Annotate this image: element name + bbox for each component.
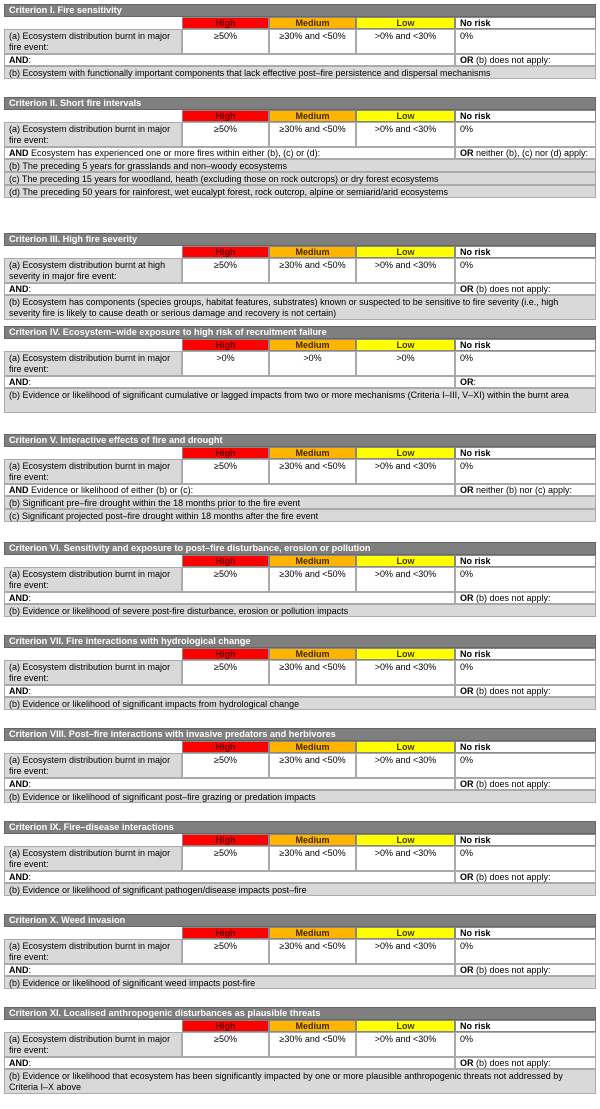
or-condition xyxy=(455,147,596,159)
or-text: (b) does not apply: xyxy=(473,965,551,975)
threshold-norisk: 0% xyxy=(455,29,596,54)
header-medium: Medium xyxy=(269,17,356,29)
header-low: Low xyxy=(356,339,455,351)
and-condition xyxy=(4,592,455,604)
or-keyword: OR xyxy=(460,686,474,696)
header-high: High xyxy=(182,246,269,258)
threshold-low: >0% xyxy=(356,351,455,376)
header-low: Low xyxy=(356,1020,455,1032)
header-high: High xyxy=(182,447,269,459)
threshold-high: ≥50% xyxy=(182,939,269,964)
or-text: (b) does not apply: xyxy=(473,593,551,603)
and-condition xyxy=(4,283,455,295)
header-norisk: No risk xyxy=(455,339,596,351)
criterion-a-label: (a) Ecosystem distribution burnt in major fire event: xyxy=(4,459,182,484)
header-norisk: No risk xyxy=(455,741,596,753)
or-text: (b) does not apply: xyxy=(473,55,551,65)
threshold-medium: ≥30% and <50% xyxy=(269,122,356,147)
threshold-low: >0% and <30% xyxy=(356,567,455,592)
header-low: Low xyxy=(356,834,455,846)
header-norisk: No risk xyxy=(455,555,596,567)
threshold-medium: ≥30% and <50% xyxy=(269,567,356,592)
threshold-high: ≥50% xyxy=(182,846,269,871)
header-norisk: No risk xyxy=(455,246,596,258)
criterion-a-label: (a) Ecosystem distribution burnt in major fire event: xyxy=(4,939,182,964)
threshold-high: ≥50% xyxy=(182,459,269,484)
and-condition xyxy=(4,778,455,790)
header-spacer xyxy=(4,741,182,753)
criterion-a-label: (a) Ecosystem distribution burnt in major fire event: xyxy=(4,1032,182,1057)
or-keyword: OR xyxy=(460,148,474,158)
and-condition xyxy=(4,1057,455,1069)
header-spacer xyxy=(4,339,182,351)
threshold-high: ≥50% xyxy=(182,122,269,147)
criterion-title: Criterion IX. Fire–disease interactions xyxy=(4,821,596,834)
or-condition xyxy=(455,484,596,496)
header-medium: Medium xyxy=(269,741,356,753)
or-keyword: OR xyxy=(460,872,474,882)
criterion-condition-row: (c) The preceding 15 years for woodland, heath (excluding those on rock outcrops) or dry forest ecosystems xyxy=(4,172,596,185)
criterion-title: Criterion VIII. Post–fire interactions with invasive predators and herbivores xyxy=(4,728,596,741)
or-text: neither (b), (c) nor (d) apply: xyxy=(473,148,589,158)
and-text: : xyxy=(28,872,32,882)
and-condition xyxy=(4,54,455,66)
threshold-low: >0% and <30% xyxy=(356,29,455,54)
or-keyword: OR xyxy=(460,284,474,294)
threshold-low: >0% and <30% xyxy=(356,459,455,484)
and-text: Evidence or likelihood of either (b) or (c): xyxy=(28,485,194,495)
threshold-high: ≥50% xyxy=(182,258,269,283)
threshold-medium: ≥30% and <50% xyxy=(269,753,356,778)
threshold-medium: ≥30% and <50% xyxy=(269,459,356,484)
and-keyword: AND xyxy=(9,1058,29,1068)
or-condition xyxy=(455,871,596,883)
or-keyword: OR xyxy=(460,593,474,603)
header-spacer xyxy=(4,648,182,660)
threshold-low: >0% and <30% xyxy=(356,846,455,871)
header-norisk: No risk xyxy=(455,834,596,846)
criterion-condition-row: (d) The preceding 50 years for rainforest, wet eucalypt forest, rock outcrop, alpine or semiarid/arid ecosystems xyxy=(4,185,596,198)
header-norisk: No risk xyxy=(455,447,596,459)
threshold-norisk: 0% xyxy=(455,939,596,964)
or-keyword: OR xyxy=(460,1058,474,1068)
threshold-norisk: 0% xyxy=(455,753,596,778)
header-high: High xyxy=(182,834,269,846)
criterion-condition-row: (b) Evidence or likelihood of significant pathogen/disease impacts post–fire xyxy=(4,883,596,896)
threshold-medium: ≥30% and <50% xyxy=(269,846,356,871)
criterion-condition-row: (b) Significant pre–fire drought within the 18 months prior to the fire event xyxy=(4,496,596,509)
header-low: Low xyxy=(356,555,455,567)
header-low: Low xyxy=(356,17,455,29)
criterion-condition-row: (b) Evidence or likelihood of severe post-fire disturbance, erosion or pollution impacts xyxy=(4,604,596,617)
or-condition xyxy=(455,376,596,388)
criterion-a-label: (a) Ecosystem distribution burnt in major fire event: xyxy=(4,567,182,592)
threshold-medium: ≥30% and <50% xyxy=(269,660,356,685)
threshold-low: >0% and <30% xyxy=(356,1032,455,1057)
or-text: (b) does not apply: xyxy=(473,872,551,882)
or-text: (b) does not apply: xyxy=(473,1058,551,1068)
or-text: (b) does not apply: xyxy=(473,284,551,294)
threshold-low: >0% and <30% xyxy=(356,660,455,685)
and-text: : xyxy=(28,284,32,294)
threshold-medium: ≥30% and <50% xyxy=(269,258,356,283)
criterion-a-label: (a) Ecosystem distribution burnt in major fire event: xyxy=(4,29,182,54)
threshold-norisk: 0% xyxy=(455,567,596,592)
header-high: High xyxy=(182,927,269,939)
criterion-a-label: (a) Ecosystem distribution burnt at high severity in major fire event: xyxy=(4,258,182,283)
criterion-title: Criterion XI. Localised anthropogenic disturbances as plausible threats xyxy=(4,1007,596,1020)
header-high: High xyxy=(182,110,269,122)
and-keyword: AND xyxy=(9,593,29,603)
and-condition xyxy=(4,871,455,883)
or-condition xyxy=(455,592,596,604)
and-text: : xyxy=(28,593,32,603)
criterion-title: Criterion VII. Fire interactions with hydrological change xyxy=(4,635,596,648)
and-condition xyxy=(4,484,455,496)
and-keyword: AND xyxy=(9,55,29,65)
threshold-high: ≥50% xyxy=(182,660,269,685)
and-keyword: AND xyxy=(9,485,29,495)
header-low: Low xyxy=(356,648,455,660)
criterion-condition-row: (b) The preceding 5 years for grasslands and non–woody ecosystems xyxy=(4,159,596,172)
and-text: : xyxy=(28,779,32,789)
threshold-medium: ≥30% and <50% xyxy=(269,939,356,964)
threshold-high: >0% xyxy=(182,351,269,376)
or-condition xyxy=(455,54,596,66)
and-keyword: AND xyxy=(9,284,29,294)
and-condition xyxy=(4,964,455,976)
header-medium: Medium xyxy=(269,648,356,660)
threshold-high: ≥50% xyxy=(182,567,269,592)
header-high: High xyxy=(182,555,269,567)
header-low: Low xyxy=(356,927,455,939)
criterion-title: Criterion I. Fire sensitivity xyxy=(4,4,596,17)
or-text: : xyxy=(473,377,477,387)
header-medium: Medium xyxy=(269,1020,356,1032)
header-norisk: No risk xyxy=(455,110,596,122)
header-norisk: No risk xyxy=(455,17,596,29)
and-keyword: AND xyxy=(9,965,29,975)
criterion-condition-row: (b) Evidence or likelihood of significant cumulative or lagged impacts from two or more mechanisms (Criteria I–III, V–XI) within the burnt area xyxy=(4,388,596,413)
header-high: High xyxy=(182,741,269,753)
threshold-low: >0% and <30% xyxy=(356,122,455,147)
and-text: : xyxy=(28,686,32,696)
and-keyword: AND xyxy=(9,779,29,789)
or-text: (b) does not apply: xyxy=(473,686,551,696)
header-low: Low xyxy=(356,741,455,753)
criterion-title: Criterion III. High fire severity xyxy=(4,233,596,246)
and-condition xyxy=(4,376,455,388)
and-text: : xyxy=(28,1058,32,1068)
threshold-high: ≥50% xyxy=(182,1032,269,1057)
criterion-a-label: (a) Ecosystem distribution burnt in major fire event: xyxy=(4,660,182,685)
header-high: High xyxy=(182,17,269,29)
and-condition xyxy=(4,685,455,697)
header-high: High xyxy=(182,339,269,351)
header-spacer xyxy=(4,555,182,567)
header-spacer xyxy=(4,110,182,122)
header-spacer xyxy=(4,1020,182,1032)
threshold-norisk: 0% xyxy=(455,846,596,871)
or-keyword: OR xyxy=(460,779,474,789)
criterion-title: Criterion IV. Ecosystem–wide exposure to high risk of recruitment failure xyxy=(4,326,596,339)
criterion-condition-row: (b) Evidence or likelihood of significant impacts from hydrological change xyxy=(4,697,596,710)
criterion-condition-row: (b) Ecosystem with functionally important components that lack effective post–fire persistence and dispersal mechanisms xyxy=(4,66,596,79)
header-medium: Medium xyxy=(269,555,356,567)
criterion-condition-row: (b) Evidence or likelihood that ecosystem has been significantly impacted by one or more plausible anthropogenic threats not addressed by Criteria I–X above xyxy=(4,1069,596,1094)
or-keyword: OR xyxy=(460,55,474,65)
threshold-norisk: 0% xyxy=(455,351,596,376)
criterion-condition-row: (b) Evidence or likelihood of significant weed impacts post-fire xyxy=(4,976,596,989)
header-low: Low xyxy=(356,110,455,122)
and-keyword: AND xyxy=(9,148,29,158)
and-keyword: AND xyxy=(9,377,29,387)
or-condition xyxy=(455,283,596,295)
or-keyword: OR xyxy=(460,485,474,495)
threshold-low: >0% and <30% xyxy=(356,939,455,964)
threshold-norisk: 0% xyxy=(455,1032,596,1057)
header-spacer xyxy=(4,834,182,846)
criterion-a-label: (a) Ecosystem distribution burnt in major fire event: xyxy=(4,351,182,376)
and-condition xyxy=(4,147,455,159)
threshold-norisk: 0% xyxy=(455,258,596,283)
or-condition xyxy=(455,778,596,790)
or-condition xyxy=(455,1057,596,1069)
criterion-a-label: (a) Ecosystem distribution burnt in major fire event: xyxy=(4,122,182,147)
header-medium: Medium xyxy=(269,246,356,258)
threshold-medium: ≥30% and <50% xyxy=(269,29,356,54)
criterion-condition-row: (b) Ecosystem has components (species groups, habitat features, substrates) known or suspected to be sensitive to fire severity (i.e., high severity fire is likely to cause death or serious damage and recovery is not certain) xyxy=(4,295,596,320)
criterion-title: Criterion V. Interactive effects of fire and drought xyxy=(4,434,596,447)
threshold-high: ≥50% xyxy=(182,29,269,54)
criterion-a-label: (a) Ecosystem distribution burnt in major fire event: xyxy=(4,753,182,778)
header-high: High xyxy=(182,1020,269,1032)
or-keyword: OR xyxy=(460,965,474,975)
and-keyword: AND xyxy=(9,872,29,882)
threshold-high: ≥50% xyxy=(182,753,269,778)
header-medium: Medium xyxy=(269,110,356,122)
criterion-condition-row: (c) Significant projected post–fire drought within 18 months after the fire event xyxy=(4,509,596,522)
threshold-norisk: 0% xyxy=(455,660,596,685)
criterion-title: Criterion VI. Sensitivity and exposure to post–fire disturbance, erosion or pollution xyxy=(4,542,596,555)
header-medium: Medium xyxy=(269,339,356,351)
and-text: : xyxy=(28,377,32,387)
threshold-norisk: 0% xyxy=(455,459,596,484)
or-text: neither (b) nor (c) apply: xyxy=(473,485,573,495)
or-keyword: OR xyxy=(460,377,474,387)
header-spacer xyxy=(4,246,182,258)
and-text: Ecosystem has experienced one or more fires within either (b), (c) or (d): xyxy=(28,148,321,158)
and-text: : xyxy=(28,55,32,65)
and-text: : xyxy=(28,965,32,975)
header-spacer xyxy=(4,927,182,939)
criterion-condition-row: (b) Evidence or likelihood of significant post–fire grazing or predation impacts xyxy=(4,790,596,803)
header-spacer xyxy=(4,17,182,29)
header-norisk: No risk xyxy=(455,927,596,939)
header-spacer xyxy=(4,447,182,459)
threshold-medium: ≥30% and <50% xyxy=(269,1032,356,1057)
threshold-low: >0% and <30% xyxy=(356,258,455,283)
or-condition xyxy=(455,964,596,976)
threshold-norisk: 0% xyxy=(455,122,596,147)
header-low: Low xyxy=(356,447,455,459)
header-medium: Medium xyxy=(269,447,356,459)
header-medium: Medium xyxy=(269,834,356,846)
header-norisk: No risk xyxy=(455,648,596,660)
or-text: (b) does not apply: xyxy=(473,779,551,789)
threshold-medium: >0% xyxy=(269,351,356,376)
threshold-low: >0% and <30% xyxy=(356,753,455,778)
criterion-title: Criterion X. Weed invasion xyxy=(4,914,596,927)
header-low: Low xyxy=(356,246,455,258)
criterion-a-label: (a) Ecosystem distribution burnt in major fire event: xyxy=(4,846,182,871)
header-high: High xyxy=(182,648,269,660)
header-medium: Medium xyxy=(269,927,356,939)
criterion-title: Criterion II. Short fire intervals xyxy=(4,97,596,110)
and-keyword: AND xyxy=(9,686,29,696)
or-condition xyxy=(455,685,596,697)
header-norisk: No risk xyxy=(455,1020,596,1032)
